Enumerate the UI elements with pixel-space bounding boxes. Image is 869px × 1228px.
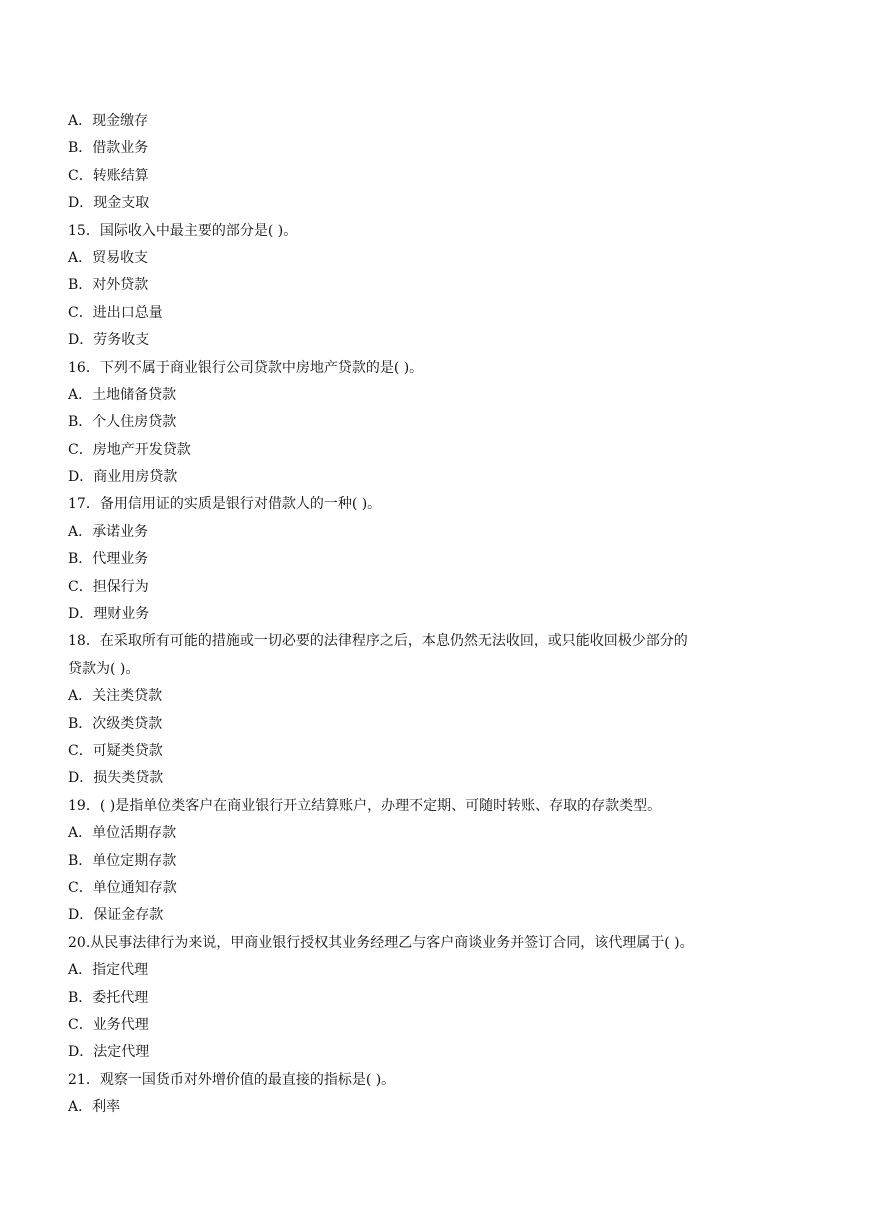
- option-line: D．法定代理: [68, 1044, 150, 1061]
- question-line: 17．备用信用证的实质是银行对借款人的一种( )。: [68, 496, 382, 513]
- option-line: A．现金缴存: [68, 113, 149, 129]
- option-line: A．承诺业务: [68, 523, 149, 540]
- option-line: C．单位通知存款: [68, 879, 177, 896]
- option-line: A．单位活期存款: [68, 825, 177, 842]
- option-line: C．进出口总量: [68, 304, 163, 321]
- option-line: B．个人住房贷款: [68, 414, 177, 431]
- option-line: D．商业用房贷款: [68, 469, 178, 486]
- question-line-continued: 贷款为( )。: [68, 660, 140, 677]
- option-line: A．土地储备贷款: [68, 386, 177, 403]
- option-line: A．利率: [68, 1099, 121, 1116]
- question-line: 18．在采取所有可能的措施或一切必要的法律程序之后，本息仍然无法收回，或只能收回极少部分的: [68, 633, 688, 650]
- option-line: B．对外贷款: [68, 277, 149, 294]
- option-line: D．损失类贷款: [68, 770, 164, 787]
- question-line: 21．观察一国货币对外增价值的最直接的指标是( )。: [68, 1071, 396, 1088]
- option-line: D．劳务收支: [68, 332, 150, 349]
- option-line: B．次级类贷款: [68, 715, 163, 732]
- option-line: C．房地产开发贷款: [68, 441, 191, 458]
- option-line: D．保证金存款: [68, 907, 164, 924]
- option-line: A．指定代理: [68, 962, 149, 979]
- option-line: D．现金支取: [68, 195, 150, 212]
- option-line: C．担保行为: [68, 578, 149, 595]
- question-line: 20.从民事法律行为来说，甲商业银行授权其业务经理乙与客户商谈业务并签订合同，该代理属于( )。: [68, 934, 694, 951]
- option-line: A．关注类贷款: [68, 688, 163, 705]
- option-line: C．转账结算: [68, 167, 149, 184]
- option-line: B．代理业务: [68, 551, 149, 568]
- option-line: B．委托代理: [68, 989, 149, 1006]
- question-list: [68, 108, 808, 1121]
- question-line: 19．( )是指单位类客户在商业银行开立结算账户，办理不定期、可随时转账、存取的存款类型。: [68, 797, 662, 814]
- option-line: C．可疑类贷款: [68, 742, 163, 759]
- option-line: B．借款业务: [68, 140, 149, 157]
- option-line: A．贸易收支: [68, 249, 149, 266]
- option-line: C．业务代理: [68, 1016, 149, 1033]
- question-line: 15．国际收入中最主要的部分是( )。: [68, 222, 298, 239]
- option-line: D．理财业务: [68, 606, 150, 623]
- question-line: 16．下列不属于商业银行公司贷款中房地产贷款的是( )。: [68, 359, 424, 376]
- option-line: B．单位定期存款: [68, 852, 177, 869]
